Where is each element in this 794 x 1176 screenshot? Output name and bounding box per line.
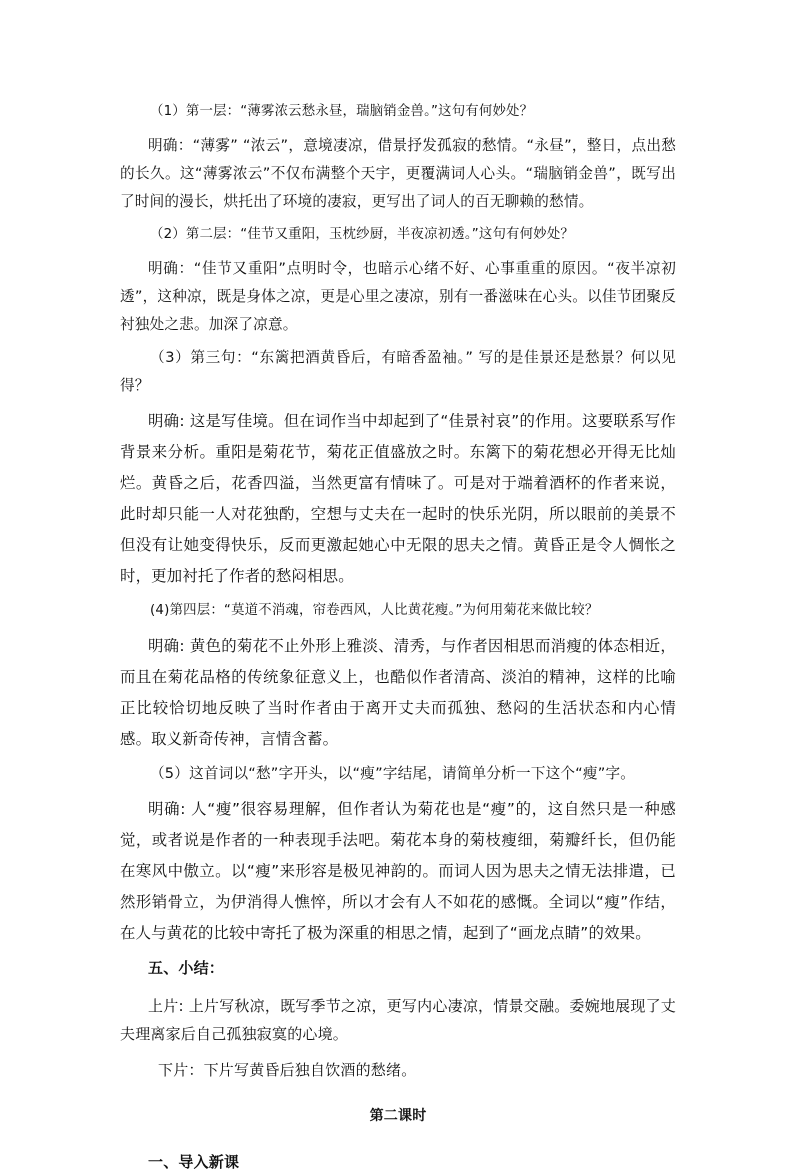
answer-1: 明确：“薄雾” “浓云”，意境凄凉，借景抒发孤寂的愁情。“永昼”，整日，点出愁的长久。这“薄雾浓云”不仅布满整个天宇，更覆满词人心头。“瑞脑销金兽”，既写出了时间的漫长，烘托出了环境的凄寂，更写出了词人的百无聊赖的愁情。 — [120, 137, 676, 210]
answer-2: 明确：“佳节又重阳”点明时令，也暗示心绪不好、心事重重的原因。“夜半凉初透”，这种凉，既是身体之凉，更是心里之凄凉，别有一番滋味在心头。以佳节团聚反衬独处之悲。加深了凉意。 — [120, 260, 676, 333]
question-2: （2）第二层：“佳节又重阳，玉枕纱厨，半夜凉初透。”这句有何妙处？ — [150, 227, 575, 242]
question-1: （1）第一层：“薄雾浓云愁永昼，瑞脑销金兽。”这句有何妙处？ — [150, 104, 534, 119]
answer-3: 明确: 这是写佳境。但在词作当中却起到了“佳景衬哀”的作用。这要联系写作背景来分析。重阳是菊花节，菊花正值盛放之时。东篱下的菊花想必开得无比灿烂。黄昏之后，花香四溢，当然更富有情味了。可是对于端着酒杯的作者来说，此时却只能一人对花独酌，空想与丈夫在一起时的快乐光阴，所以眼前的美景不但没有让她变得快乐，反而更激起她心中无限的思夫之情。黄昏正是令人惆怅之时，更加衬托了作者的愁闷相思。 — [120, 412, 676, 585]
answer-5: 明确: 人“瘦”很容易理解，但作者认为菊花也是“瘦”的，这自然只是一种感觉，或者说是作者的一种表现手法吧。菊花本身的菊枝瘦细，菊瓣纤长，但仍能在寒风中傲立。以“瘦”来形容是极见神韵的。而词人因为思夫之情无法排遣，已然形销骨立，为伊消得人憔悴，所以才会有人不如花的感慨。全词以“瘦”作结，在人与黄花的比较中寄托了极为深重的相思之情，起到了“画龙点睛”的效果。 — [120, 800, 676, 942]
question-3: （3）第三句：“东篱把酒黄昏后，有暗香盈袖。” 写的是佳景还是愁景？何以见得？ — [120, 349, 676, 394]
lesson-title: 第二课时 — [369, 1108, 427, 1124]
document-body — [120, 98, 676, 1176]
question-4: (4)第四层：“莫道不消魂，帘卷西风，人比黄花瘦。”为何用菊花来做比较？ — [150, 603, 599, 618]
summary-lower: 下片：下片写黄昏后独自饮酒的愁绪。 — [158, 1061, 417, 1079]
section-heading-summary: 五、小结： — [148, 959, 225, 977]
section-heading-intro: 一、导入新课 — [148, 1153, 240, 1171]
answer-4: 明确: 黄色的菊花不止外形上雅淡、清秀，与作者因相思而消瘦的体态相近，而且在菊花品格的传统象征意义上，也酷似作者清高、淡泊的精神，这样的比喻正比较恰切地反映了当时作者由于离开丈夫而孤独、愁闷的生活状态和内心情感。取义新奇传神，言情含蓄。 — [120, 637, 676, 748]
summary-upper: 上片: 上片写秋凉，既写季节之凉，更写内心凄凉，情景交融。委婉地展现了丈夫理离家后自己孤独寂寞的心境。 — [120, 997, 676, 1043]
question-5: （5）这首词以“愁”字开头，以“瘦”字结尾，请简单分析一下这个“瘦”字。 — [150, 765, 636, 782]
